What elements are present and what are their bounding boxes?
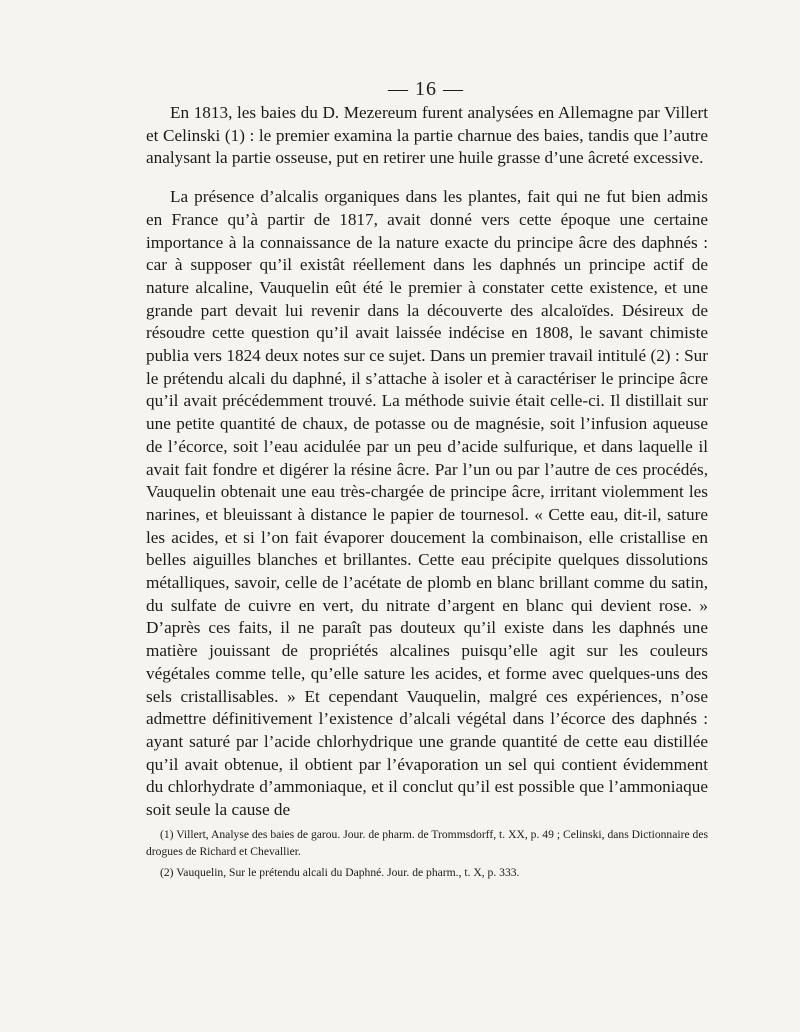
footnotes bbox=[146, 826, 708, 885]
page-number: — 16 — bbox=[388, 78, 464, 100]
footnote: (2) Vauquelin, Sur le prétendu alcali du Daphné. Jour. de pharm., t. X, p. 333. bbox=[160, 866, 520, 879]
paragraph: En 1813, les baies du D. Mezereum furent analysées en Allemagne par Villert et Celinski (1) : le premier examina la partie charnue des baies, tandis que l’autre analysant la partie osseuse, put en retirer une huile grasse d’une âcreté excessive. bbox=[146, 103, 708, 168]
paragraph: La présence d’alcalis organiques dans les plantes, fait qui ne fut bien admis en France qu’à partir de 1817, avait donné vers cette époque une certaine importance à la connaissance de la nature exacte du principe âcre des daphnés : car à supposer qu’il existât réellement dans les daphnés un principe actif de nature alcaline, Vauquelin eût été le premier à constater cette existence, et une grande part devait lui revenir dans la découverte des alcaloïdes. Désireux de résoudre cette question qu’il avait laissée indécise en 1808, le savant chimiste publia vers 1824 deux notes sur ce sujet. Dans un premier travail intitulé (2) : Sur le prétendu alcali du daphné, il s’attache à isoler et à caractériser le principe âcre qu’il avait précédemment trouvé. La méthode suivie était celle-ci. Il distillait sur une petite quantité de chaux, de potasse ou de magnésie, soit l’infusion aqueuse de l’écorce, soit l’eau acidulée par un peu d’acide sulfurique, et dans laquelle il avait fait fondre et digérer la résine âcre. Par l’un ou par l’autre de ces procédés, Vauquelin obtenait une eau très-chargée de principe âcre, irritant violemment les narines, et bleuissant à distance le papier de tournesol. « Cette eau, dit-il, sature les acides, et si l’on fait évaporer doucement la combinaison, elle cristallise en belles aiguilles blanches et brillantes. Cette eau précipite quelques dissolutions métalliques, savoir, celle de l’acétate de plomb en blanc brillant comme du satin, du sulfate de cuivre en vert, du nitrate d’argent en blanc qui devient rose. » D’après ces faits, il ne paraît pas douteux qu’il existe dans les daphnés une matière jouissant de propriétés alcalines puisqu’elle agit sur les couleurs végétales comme telle, qu’elle sature les acides, et forme avec quelques-uns des sels cristallisables. » Et cependant Vauquelin, malgré ces expériences, n’ose admettre définitivement l’existence d’alcali végétal dans l’écorce des daphnés : ayant saturé par l’acide chlorhydrique une grande quantité de cette eau distillée qu’il avait obtenue, il obtient par l’évaporation un sel qui contient évidemment du chlorhydrate d’ammoniaque, et il conclut qu’il est possible que l’ammoniaque soit seule la cause de bbox=[146, 187, 708, 820]
body-text bbox=[146, 102, 708, 822]
footnote: (1) Villert, Analyse des baies de garou. Jour. de pharm. de Trommsdorff, t. XX, p. 49 ; Celinski, dans Dictionnaire des drogues de Richard et Chevallier. bbox=[146, 828, 708, 858]
